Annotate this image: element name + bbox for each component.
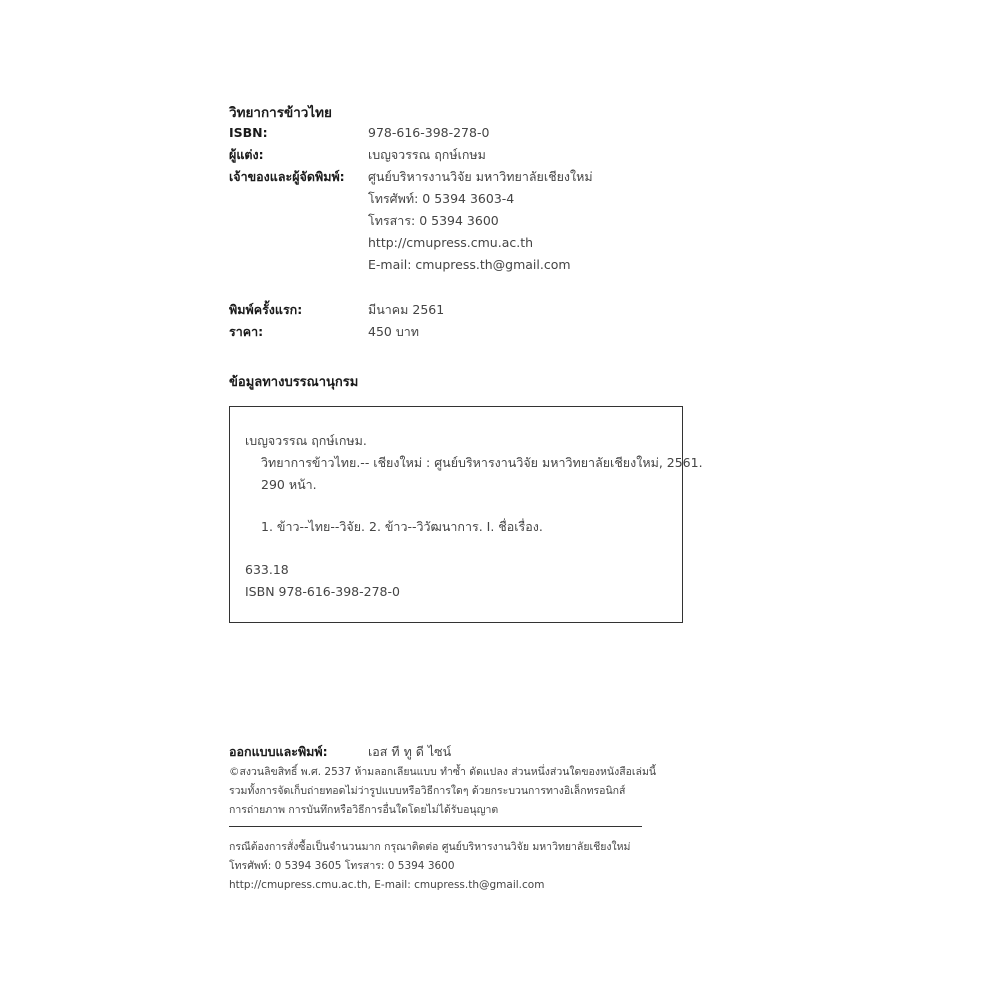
catalog-title-line: วิทยาการข้าวไทย.-- เชียงใหม่ : ศูนย์บริหารงานวิจัย มหาวิทยาลัยเชียงใหม่, 2561.	[261, 455, 703, 470]
catalog-class-number: 633.18	[245, 562, 289, 577]
book-title: วิทยาการข้าวไทย	[229, 105, 332, 121]
meta-label: ผู้แต่ง:	[229, 147, 264, 162]
design-label: ออกแบบและพิมพ์:	[229, 744, 328, 759]
catalog-author: เบญจวรรณ ฤกษ์เกษม.	[245, 433, 367, 448]
order-contact-links[interactable]: http://cmupress.cmu.ac.th, E-mail: cmupress.th@gmail.com	[229, 879, 545, 891]
divider	[229, 826, 642, 827]
catalog-pages: 290 หน้า.	[261, 477, 317, 492]
meta-value: โทรศัพท์: 0 5394 3603-4	[368, 191, 515, 206]
meta-value: ศูนย์บริหารงานวิจัย มหาวิทยาลัยเชียงใหม่	[368, 169, 593, 184]
catalog-isbn: ISBN 978-616-398-278-0	[245, 584, 400, 599]
publisher-website-link[interactable]: http://cmupress.cmu.ac.th	[368, 235, 534, 250]
order-info-line: กรณีต้องการสั่งซื้อเป็นจำนวนมาก กรุณาติดต่อ ศูนย์บริหารงานวิจัย มหาวิทยาลัยเชียงใหม่	[229, 841, 631, 853]
design-value: เอส ที ทู ดี ไซน์	[368, 744, 452, 759]
design-credit	[229, 742, 452, 762]
meta-value: โทรสาร: 0 5394 3600	[368, 213, 499, 228]
catalog-subjects: 1. ข้าว--ไทย--วิจัย. 2. ข้าว--วิวัฒนาการ. I. ชื่อเรื่อง.	[261, 519, 543, 534]
meta-value: 450 บาท	[368, 324, 420, 339]
copyright-line: ©สงวนลิขสิทธิ์ พ.ศ. 2537 ห้ามลอกเลียนแบบ ทำซ้ำ ดัดแปลง ส่วนหนึ่งส่วนใดของหนังสือเล่มนี้	[229, 766, 657, 778]
meta-value: 978-616-398-278-0	[368, 125, 490, 140]
publisher-email-link[interactable]: E-mail: cmupress.th@gmail.com	[368, 257, 571, 272]
catalog-heading: ข้อมูลทางบรรณานุกรม	[229, 375, 359, 390]
copyright-line: รวมทั้งการจัดเก็บถ่ายทอดไม่ว่ารูปแบบหรือวิธีการใดๆ ด้วยกระบวนการทางอิเล็กทรอนิกส์	[229, 785, 626, 797]
meta-label: พิมพ์ครั้งแรก:	[229, 302, 303, 317]
meta-label: เจ้าของและผู้จัดพิมพ์:	[229, 169, 345, 184]
copyright-notice	[229, 763, 657, 820]
meta-value: มีนาคม 2561	[368, 302, 445, 317]
catalog-record-box	[229, 406, 703, 623]
meta-label: ISBN:	[229, 125, 268, 140]
order-info	[229, 838, 630, 895]
meta-value: เบญจวรรณ ฤกษ์เกษม	[368, 147, 486, 162]
meta-label: ราคา:	[229, 324, 264, 339]
order-info-line: โทรศัพท์: 0 5394 3605 โทรสาร: 0 5394 3600	[229, 860, 455, 872]
copyright-line: การถ่ายภาพ การบันทึกหรือวิธีการอื่นใดโดยไม่ได้รับอนุญาต	[229, 804, 499, 816]
